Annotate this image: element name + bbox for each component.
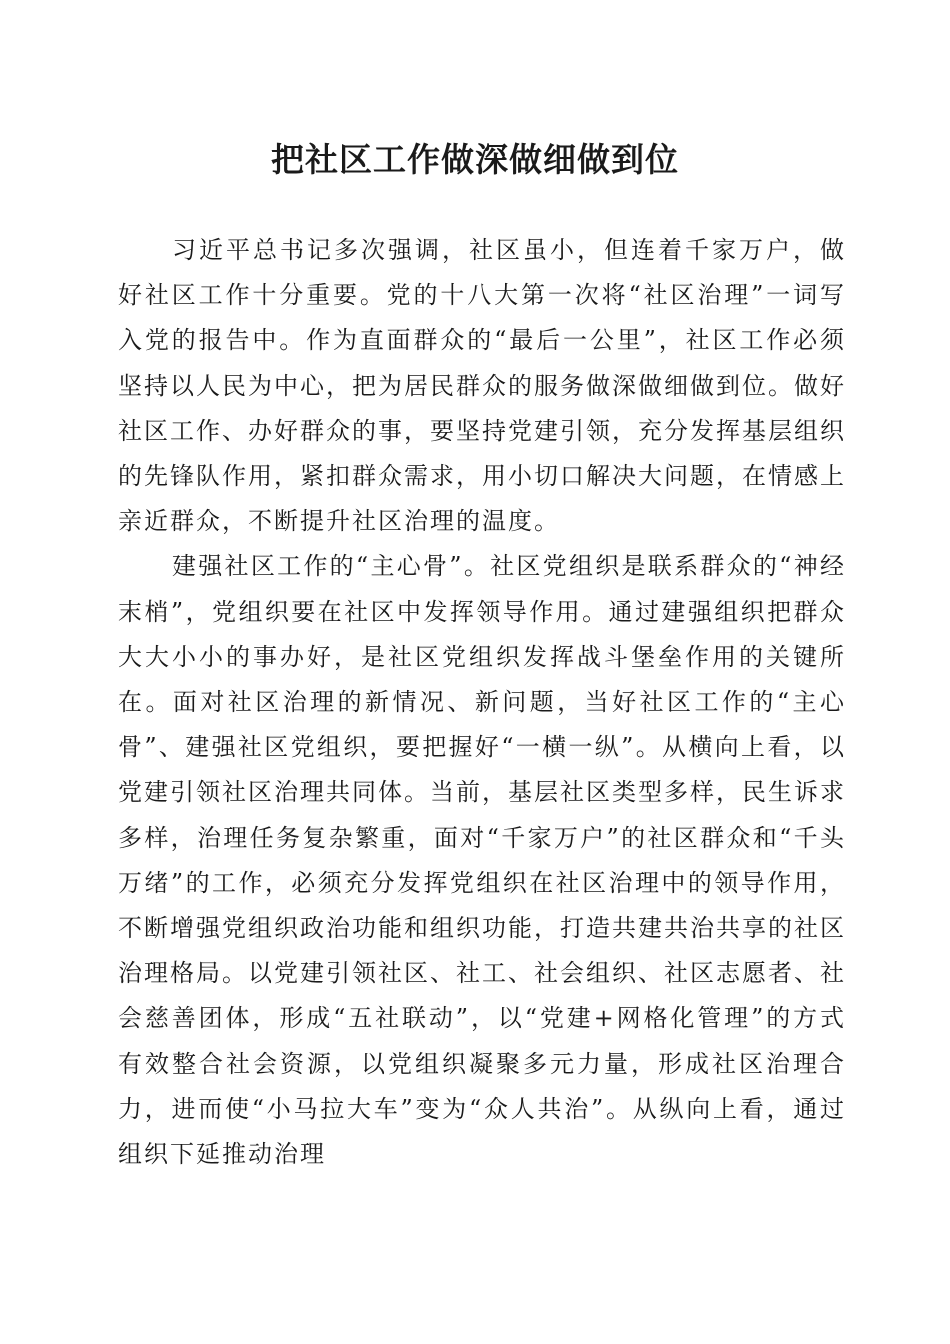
document-body	[118, 228, 846, 1177]
document-title: 把社区工作做深做细做到位	[271, 140, 679, 179]
paragraph-intro: 习近平总书记多次强调，社区虽小，但连着千家万户，做好社区工作十分重要。党的十八大第一次将“社区治理”一词写入党的报告中。作为直面群众的“最后一公里”，社区工作必须坚持以人民为中心，把为居民群众的服务做深做细做到位。做好社区工作、办好群众的事，要坚持党建引领，充分发挥基层组织的先锋队作用，紧扣群众需求，用小切口解决大问题，在情感上亲近群众，不断提升社区治理的温度。	[118, 236, 846, 536]
paragraph-backbone: 建强社区工作的“主心骨”。社区党组织是联系群众的“神经末梢”，党组织要在社区中发挥领导作用。通过建强组织把群众大大小小的事办好，是社区党组织发挥战斗堡垒作用的关键所在。面对社区治理的新情况、新问题，当好社区工作的“主心骨”、建强社区党组织，要把握好“一横一纵”。从横向上看，以党建引领社区治理共同体。当前，基层社区类型多样，民生诉求多样，治理任务复杂繁重，面对“千家万户”的社区群众和“千头万绪”的工作，必须充分发挥党组织在社区治理中的领导作用，不断增强党组织政治功能和组织功能，打造共建共治共享的社区治理格局。以党建引领社区、社工、社会组织、社区志愿者、社会慈善团体，形成“五社联动”，以“党建+网格化管理”的方式有效整合社会资源，以党组织凝聚多元力量，形成社区治理合力，进而使“小马拉大车”变为“众人共治”。从纵向上看，通过组织下延推动治理	[118, 552, 846, 1169]
